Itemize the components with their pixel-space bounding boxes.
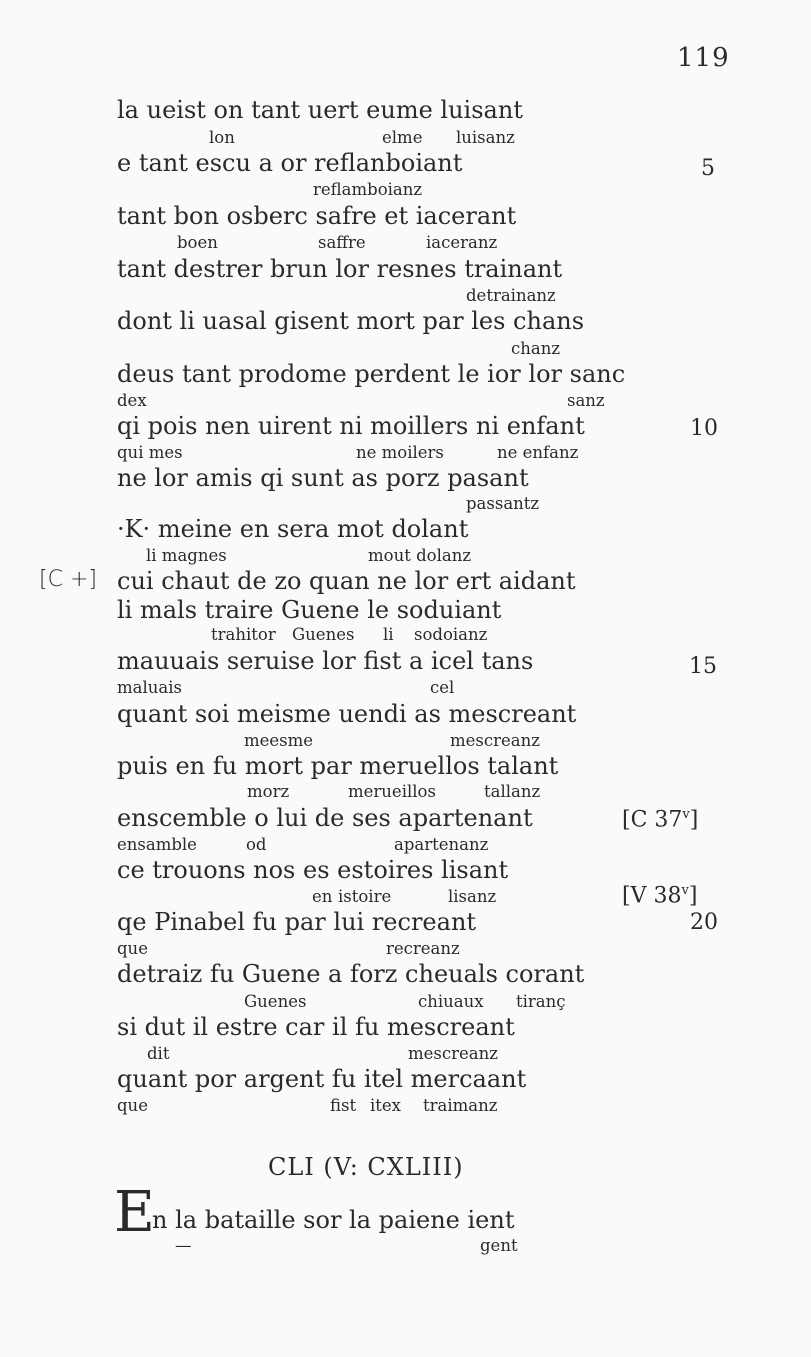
variant: Guenes (244, 992, 307, 1011)
variant: reflamboianz (313, 180, 423, 199)
variant: tallanz (484, 782, 541, 801)
variant: en (312, 887, 333, 906)
verse-line: ·K· meine en sera mot dolant (117, 515, 469, 543)
variant: li (383, 625, 394, 644)
verse-line: n la bataille sor la paiene ient (152, 1206, 515, 1234)
variant: ensamble (117, 835, 197, 854)
page-number: 119 (677, 43, 730, 73)
verse-line: tant destrer brun lor resnes trainant (117, 255, 563, 283)
variant: dex (117, 391, 147, 410)
variant: od (246, 835, 267, 854)
variant: istoire (338, 887, 392, 906)
variant: mout dolanz (368, 546, 472, 565)
variant: sanz (567, 391, 605, 410)
manuscript-ref: [V 38$^v$] (622, 883, 698, 909)
verse-line: ne lor amis qi sunt as porz pasant (117, 464, 529, 492)
variant: iaceranz (426, 233, 498, 252)
line-number: 15 (689, 654, 717, 679)
variant: — (175, 1236, 192, 1255)
manuscript-ref: [C 37$^v$] (622, 807, 699, 833)
verse-line: qi pois nen uirent ni moillers ni enfant (117, 412, 585, 440)
variant: ne enfanz (497, 443, 579, 462)
verse-line: quant soi meisme uendi as mescreant (117, 700, 577, 728)
verse-line: quant por argent fu itel mercaant (117, 1065, 527, 1093)
variant: chiuaux (418, 992, 484, 1011)
variant: Guenes (292, 625, 355, 644)
verse-line: dont li uasal gisent mort par les chans (117, 307, 585, 335)
variant: qui mes (117, 443, 183, 462)
variant: morz (247, 782, 290, 801)
verse-line: qe Pinabel fu par lui recreant (117, 908, 477, 936)
verse-line: mauuais seruise lor fist a icel tans (117, 647, 534, 675)
verse-line: tant bon osberc safre et iacerant (117, 202, 517, 230)
verse-line: cui chaut de zo quan ne lor ert aidant (117, 567, 576, 595)
variant: meesme (244, 731, 314, 750)
variant: maluais (117, 678, 182, 697)
verse-line: e tant escu a or reflanboiant (117, 149, 463, 177)
verse-line: li mals traire Guene le soduiant (117, 596, 502, 624)
variant: lisanz (448, 887, 497, 906)
verse-line: deus tant prodome perdent le ior lor sanc (117, 360, 626, 388)
variant: luisanz (456, 128, 515, 147)
variant: tiranç (516, 992, 566, 1011)
variant: traimanz (423, 1096, 498, 1115)
verse-line: la ueist on tant uert eume luisant (117, 96, 523, 124)
verse-line: puis en fu mort par meruellos talant (117, 752, 559, 780)
verse-line: detraiz fu Guene a forz cheuals corant (117, 960, 585, 988)
variant: detrainanz (466, 286, 556, 305)
variant: mescreanz (450, 731, 540, 750)
verse-line: enscemble o lui de ses apartenant (117, 804, 533, 832)
variant: gent (480, 1236, 518, 1255)
variant: chanz (511, 339, 561, 358)
variant: merueillos (348, 782, 436, 801)
line-number: 20 (690, 910, 718, 935)
variant: cel (430, 678, 455, 697)
verse-line: ce trouons nos es estoires lisant (117, 856, 509, 884)
line-number: 10 (690, 416, 718, 441)
line-number: 5 (701, 156, 715, 181)
variant: sodoianz (414, 625, 488, 644)
variant: saffre (318, 233, 366, 252)
variant: dit (147, 1044, 170, 1063)
margin-note: [C +] (39, 567, 97, 592)
variant: que (117, 939, 148, 958)
variant: passantz (466, 494, 540, 513)
variant: fist (330, 1096, 357, 1115)
variant: apartenanz (394, 835, 489, 854)
variant: elme (382, 128, 423, 147)
variant: boen (177, 233, 218, 252)
variant: trahitor (211, 625, 276, 644)
variant: mescreanz (408, 1044, 498, 1063)
drop-cap: E (114, 1180, 155, 1245)
section-heading: CLI (V: CXLIII) (268, 1153, 464, 1181)
variant: itex (370, 1096, 401, 1115)
verse-line: si dut il estre car il fu mescreant (117, 1013, 515, 1041)
variant: que (117, 1096, 148, 1115)
variant: ne moilers (356, 443, 444, 462)
variant: li magnes (146, 546, 227, 565)
variant: recreanz (386, 939, 460, 958)
variant: lon (209, 128, 235, 147)
